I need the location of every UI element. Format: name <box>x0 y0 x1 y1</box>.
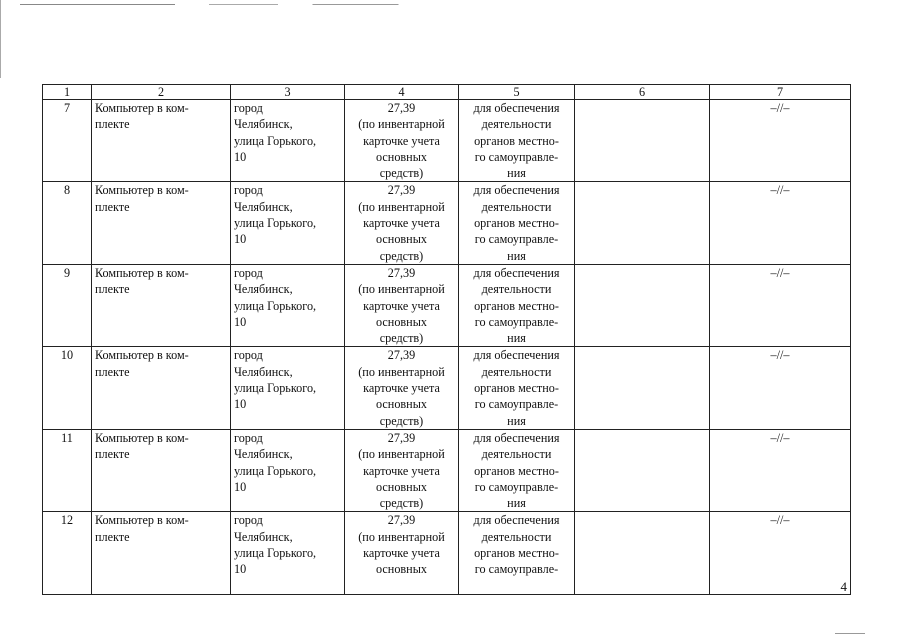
item-address: город Челябинск, улица Горького, 10 <box>234 265 317 329</box>
item-value: 27,39 (по инвентарной карточке учета основных средств) <box>358 265 445 346</box>
column-header: 6 <box>575 85 710 100</box>
item-value: 27,39 (по инвентарной карточке учета основных средств) <box>358 101 445 181</box>
item-address: город Челябинск, улица Горького, 10 <box>234 348 317 412</box>
item-name: Компьютер в ком- плекте <box>95 348 189 379</box>
item-name: Компьютер в ком- плекте <box>95 513 189 544</box>
item-col7: –//– <box>770 513 790 528</box>
column-header: 2 <box>92 85 231 100</box>
item-purpose: для обеспечения деятельности органов местно- го самоуправле- ния <box>473 348 560 428</box>
item-col7: –//– <box>770 183 790 198</box>
item-col7: –//– <box>770 101 790 115</box>
item-name: Компьютер в ком- плекте <box>95 430 189 462</box>
table-row <box>43 182 851 264</box>
item-purpose: для обеспечения деятельности органов местно- го самоуправле- ния <box>473 183 560 263</box>
table-row <box>43 264 851 346</box>
scan-artifact-top <box>20 4 880 5</box>
column-header: 5 <box>459 85 575 100</box>
item-name: Компьютер в ком- плекте <box>95 101 189 132</box>
page-number: 4 <box>840 579 847 594</box>
column-number-row <box>43 85 851 100</box>
row-number: 10 <box>60 348 74 363</box>
column-header: 4 <box>345 85 459 100</box>
item-address: город Челябинск, улица Горького, 10 <box>234 183 317 247</box>
item-address: город Челябинск, улица Горького, 10 <box>234 430 317 494</box>
scan-artifact-left <box>0 0 1 78</box>
row-number: 11 <box>61 430 73 445</box>
item-purpose: для обеспечения деятельности органов местно- го самоуправле- ния <box>473 430 560 511</box>
item-purpose: для обеспечения деятельности органов местно- го самоуправле- <box>473 513 560 577</box>
item-name: Компьютер в ком- плекте <box>95 183 189 214</box>
table-row <box>43 429 851 511</box>
item-address: город Челябинск, улица Горького, 10 <box>234 513 317 577</box>
row-number: 9 <box>63 265 71 280</box>
item-purpose: для обеспечения деятельности органов местно- го самоуправле- ния <box>473 265 560 346</box>
property-register-table <box>42 84 851 595</box>
item-purpose: для обеспечения деятельности органов местно- го самоуправле- ния <box>473 101 560 181</box>
item-value: 27,39 (по инвентарной карточке учета основных средств) <box>358 183 445 263</box>
item-name: Компьютер в ком- плекте <box>95 265 189 297</box>
item-col7: –//– <box>770 348 790 363</box>
item-value: 27,39 (по инвентарной карточке учета основных средств) <box>358 348 445 428</box>
item-col7: –//– <box>770 265 790 280</box>
item-address: город Челябинск, улица Горького, 10 <box>234 101 317 164</box>
column-header: 3 <box>231 85 345 100</box>
item-col7: –//– <box>770 430 790 445</box>
row-number: 8 <box>63 183 71 198</box>
item-value: 27,39 (по инвентарной карточке учета основных <box>358 513 445 577</box>
row-number: 12 <box>60 513 74 528</box>
table-row <box>43 512 851 595</box>
column-header: 7 <box>710 85 851 100</box>
column-header: 1 <box>43 85 92 100</box>
table-row <box>43 347 851 429</box>
row-number: 7 <box>63 101 71 115</box>
table-row <box>43 100 851 182</box>
scan-artifact-bottom <box>835 633 865 634</box>
item-value: 27,39 (по инвентарной карточке учета основных средств) <box>358 430 445 511</box>
